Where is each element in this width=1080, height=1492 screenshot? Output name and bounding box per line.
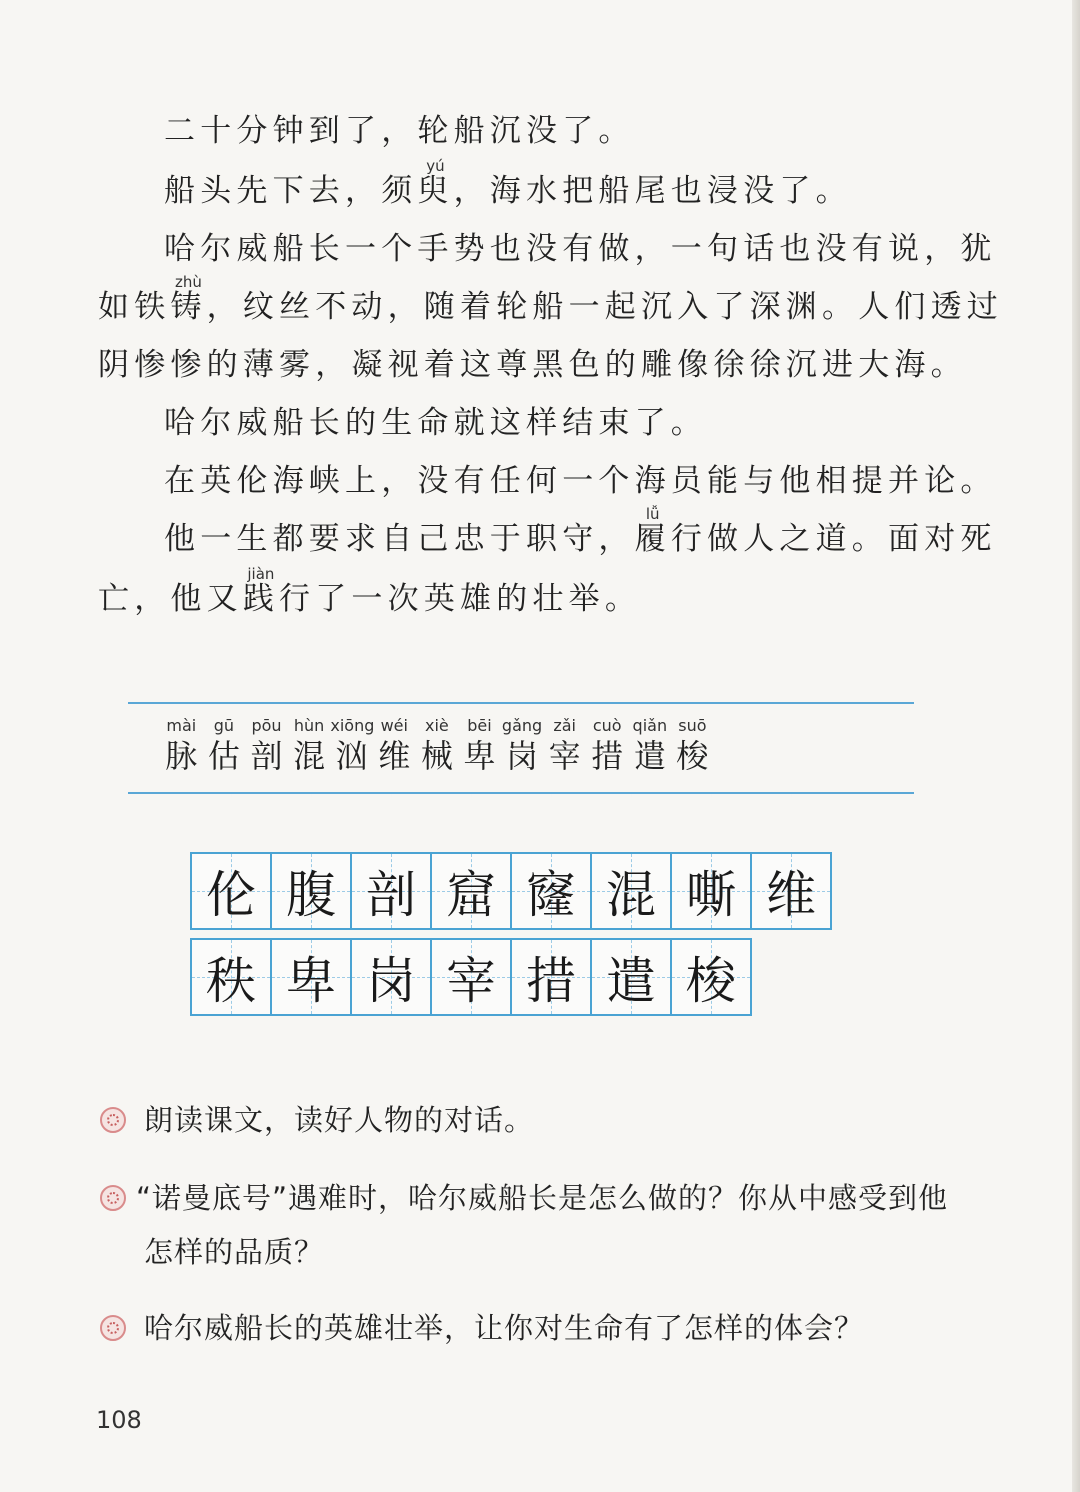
ruby-lv: [634, 505, 671, 557]
text-span: 船头先下去，须: [164, 173, 418, 209]
paragraph-3-line-1: 哈尔威船长一个手势也没有做，一句话也没有说，犹: [164, 231, 997, 267]
vocab-bottom-rule: [128, 792, 914, 794]
text-span: ，海水把船尾也浸没了。: [453, 173, 852, 209]
vocab-item: [288, 714, 331, 774]
text-span: 亡，他又: [98, 581, 243, 617]
text-span: 他一生都要求自己忠于职守，: [164, 521, 635, 557]
grid-cell: [590, 938, 672, 1016]
pinyin-annotation: jiàn: [247, 565, 275, 583]
vocab-pinyin: mài: [166, 716, 197, 735]
grid-character: 岗: [366, 952, 416, 1010]
grid-character: 宰: [446, 952, 496, 1010]
vocab-pinyin: pōu: [251, 716, 282, 735]
paragraph-3-line-3: 阴惨惨的薄雾，凝视着这尊黑色的雕像徐徐沉进大海。: [98, 347, 967, 383]
vocab-pinyin: cuò: [592, 716, 622, 735]
vocab-pinyin: gǎng: [501, 716, 543, 735]
vocab-character: 估: [207, 737, 240, 775]
grid-cell: [590, 852, 672, 930]
grid-character: 窟: [446, 866, 496, 924]
question-bullet-icon: [100, 1185, 126, 1211]
grid-character: 梭: [686, 952, 736, 1010]
vocab-item: [203, 714, 246, 774]
page-edge: [1072, 0, 1080, 1492]
text-span: 如铁: [98, 289, 171, 325]
vocab-pinyin: xiōng: [330, 716, 375, 735]
text-span: ，纹丝不动，随着轮船一起沉入了深渊。人们透过: [206, 289, 1004, 325]
question-2-line-2: 怎样的品质？: [144, 1235, 325, 1269]
vocab-pinyin: suō: [678, 716, 707, 735]
vocab-character: 遣: [633, 737, 666, 775]
pinyin-annotation: yú: [426, 157, 445, 175]
vocab-item: [160, 714, 203, 774]
question-3: 哈尔威船长的英雄壮举，让你对生命有了怎样的体会？: [144, 1311, 865, 1345]
question-bullet-icon: [100, 1315, 126, 1341]
paragraph-6-line-1: [164, 505, 997, 557]
writing-grid-row-2: [192, 938, 752, 1016]
vocab-item: [671, 714, 714, 774]
grid-cell: [670, 852, 752, 930]
ruby-char: 铸: [170, 289, 207, 325]
pinyin-annotation: zhù: [175, 273, 202, 291]
grid-cell: [270, 852, 352, 930]
vocab-pinyin: bēi: [467, 716, 492, 735]
vocab-character: 汹: [335, 737, 368, 775]
grid-cell: [510, 938, 592, 1016]
grid-cell: [750, 852, 832, 930]
ruby-yu: [417, 157, 454, 209]
vocab-top-rule: [128, 702, 914, 704]
vocab-character: 卑: [463, 737, 496, 775]
ruby-zhu: [170, 273, 207, 325]
vocab-pinyin: hùn: [293, 716, 325, 735]
vocab-character: 械: [420, 737, 453, 775]
grid-cell: [430, 852, 512, 930]
vocab-character: 梭: [676, 737, 709, 775]
paragraph-3-line-2: [98, 273, 1004, 325]
vocab-pinyin: gū: [213, 716, 235, 735]
vocab-character: 脉: [165, 737, 198, 775]
writing-grid-row-1: [192, 852, 832, 930]
ruby-char: 臾: [417, 173, 454, 209]
vocab-character: 维: [378, 737, 411, 775]
grid-character: 腹: [286, 866, 336, 924]
vocab-character: 岗: [506, 737, 539, 775]
grid-character: 维: [766, 866, 816, 924]
grid-cell: [670, 938, 752, 1016]
grid-cell: [270, 938, 352, 1016]
vocab-character: 宰: [548, 737, 581, 775]
vocab-pinyin: wéi: [380, 716, 408, 735]
vocab-pinyin: zǎi: [553, 716, 576, 735]
grid-cell: [350, 938, 432, 1016]
grid-character: 措: [526, 952, 576, 1010]
vocab-item: [373, 714, 416, 774]
vocab-pinyin: qiǎn: [632, 716, 668, 735]
vocab-item: [330, 714, 373, 774]
paragraph-1: 二十分钟到了，轮船沉没了。: [164, 113, 635, 149]
grid-character: 嘶: [686, 866, 736, 924]
grid-character: 伦: [206, 866, 256, 924]
grid-character: 窿: [526, 866, 576, 924]
text-span: 行做人之道。面对死: [670, 521, 997, 557]
question-1: 朗读课文，读好人物的对话。: [144, 1103, 535, 1137]
ruby-char: 履: [634, 521, 671, 557]
vocab-item: [245, 714, 288, 774]
paragraph-6-line-2: [98, 565, 642, 617]
paragraph-4: 哈尔威船长的生命就这样结束了。: [164, 405, 707, 441]
vocab-character: 措: [591, 737, 624, 775]
grid-cell: [510, 852, 592, 930]
grid-cell: [350, 852, 432, 930]
question-2-line-1: “诺曼底号”遇难时，哈尔威船长是怎么做的？你从中感受到他: [136, 1181, 949, 1215]
grid-cell: [430, 938, 512, 1016]
paragraph-5: 在英伦海峡上，没有任何一个海员能与他相提并论。: [164, 463, 997, 499]
vocab-character: 剖: [250, 737, 283, 775]
text-span: 行了一次英雄的壮举。: [279, 581, 642, 617]
vocab-pinyin: xiè: [424, 716, 449, 735]
vocab-item: [416, 714, 459, 774]
grid-cell: [190, 938, 272, 1016]
vocab-item: [586, 714, 629, 774]
vocab-character: 混: [293, 737, 326, 775]
pinyin-annotation: lǚ: [645, 505, 660, 523]
vocab-list: [160, 714, 714, 774]
vocab-item: [458, 714, 501, 774]
grid-character: 混: [606, 866, 656, 924]
page-number: 108: [96, 1406, 142, 1434]
grid-cell: [190, 852, 272, 930]
vocab-item: [543, 714, 586, 774]
ruby-char: 践: [242, 581, 280, 617]
question-bullet-icon: [100, 1107, 126, 1133]
grid-character: 遣: [606, 952, 656, 1010]
grid-character: 卑: [286, 952, 336, 1010]
vocab-item: [501, 714, 544, 774]
paragraph-2: [164, 157, 852, 209]
vocab-item: [629, 714, 672, 774]
ruby-jian: [242, 565, 280, 617]
grid-character: 剖: [366, 866, 416, 924]
grid-character: 秩: [206, 952, 256, 1010]
